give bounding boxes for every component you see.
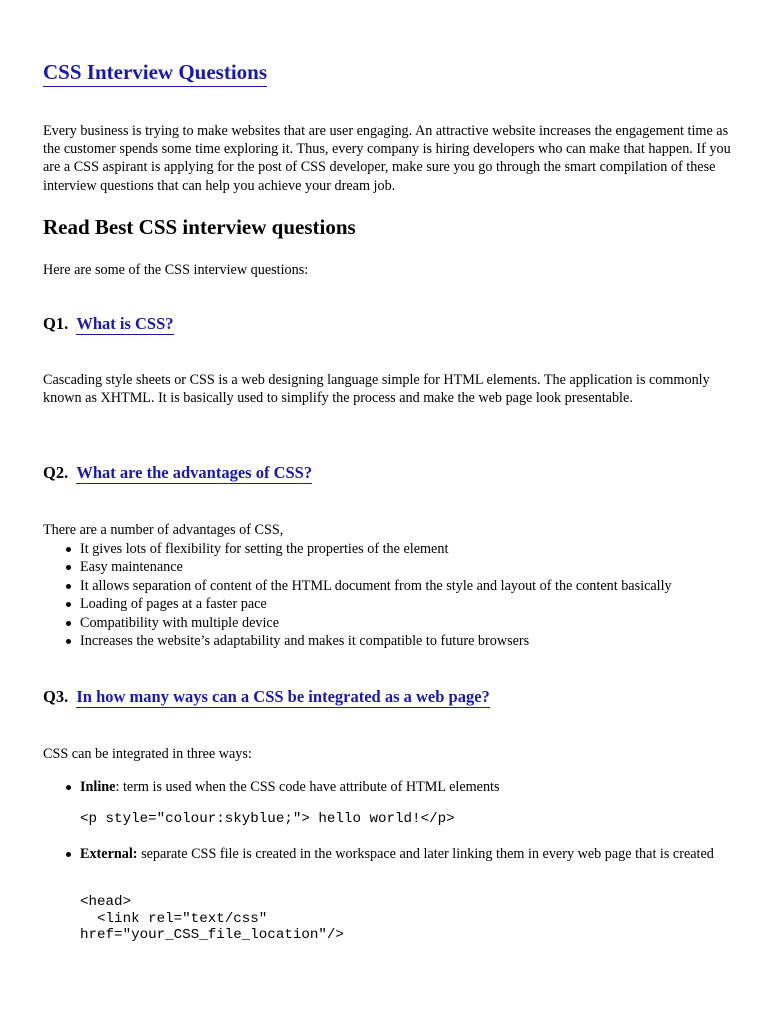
question-2-number: Q2. [43, 463, 69, 482]
intro-paragraph: Every business is trying to make websites that are user engaging. An attractive website increases the engagement time as the customer spends some time exploring it. Thus, every company is hiring developers who can make that happen. If you are a CSS aspirant is applying for the post of CSS developer, make sure you go through the smart compilation of these interview questions that can help you achieve your dream job. [43, 123, 731, 194]
way-description [80, 845, 720, 863]
list-item: Increases the website’s adaptability and makes it compatible to future browsers [43, 632, 672, 650]
list-item: Easy maintenance [43, 558, 672, 576]
external-code-example: <head> <link rel="text/css" href="your_CSS_file_location"/> [80, 894, 344, 944]
way-description [80, 778, 733, 796]
question-2-heading [43, 463, 312, 483]
way-text: : term is used when the CSS code have attribute of HTML elements [115, 779, 500, 795]
question-3-answer: CSS can be integrated in three ways: [43, 746, 252, 762]
advantages-list [43, 540, 672, 650]
question-1-link[interactable]: What is CSS? [76, 314, 174, 333]
list-item: Loading of pages at a faster pace [43, 595, 672, 613]
question-2-answer: There are a number of advantages of CSS, [43, 522, 284, 538]
section-heading: Read Best CSS interview questions [43, 215, 356, 239]
list-item: It allows separation of content of the HTML document from the style and layout of the content basically [43, 577, 672, 595]
question-2-link[interactable]: What are the advantages of CSS? [76, 463, 313, 482]
integration-way-external [43, 845, 733, 863]
bullet-dot [66, 852, 71, 857]
way-term: External: [80, 846, 138, 862]
list-item: It gives lots of flexibility for setting the properties of the element [43, 540, 672, 558]
bullet-dot [66, 785, 71, 790]
section-intro: Here are some of the CSS interview questions: [43, 262, 309, 278]
question-3-link[interactable]: In how many ways can a CSS be integrated as a web page? [76, 687, 490, 706]
inline-code-example: <p style="colour:skyblue;"> hello world!</p> [80, 811, 455, 827]
question-1-heading [43, 314, 174, 334]
way-term: Inline [80, 779, 116, 795]
integration-way-inline [43, 778, 733, 796]
question-3-heading [43, 687, 490, 707]
page-title-link[interactable]: CSS Interview Questions [43, 60, 267, 87]
question-1-number: Q1. [43, 314, 69, 333]
way-text: separate CSS file is created in the workspace and later linking them in every web page that is created [137, 846, 714, 862]
question-3-number: Q3. [43, 687, 69, 706]
list-item: Compatibility with multiple device [43, 614, 672, 632]
question-1-answer: Cascading style sheets or CSS is a web designing language simple for HTML elements. The application is commonly known as XHTML. It is basically used to simplify the process and make the web page look presentable. [43, 372, 710, 407]
